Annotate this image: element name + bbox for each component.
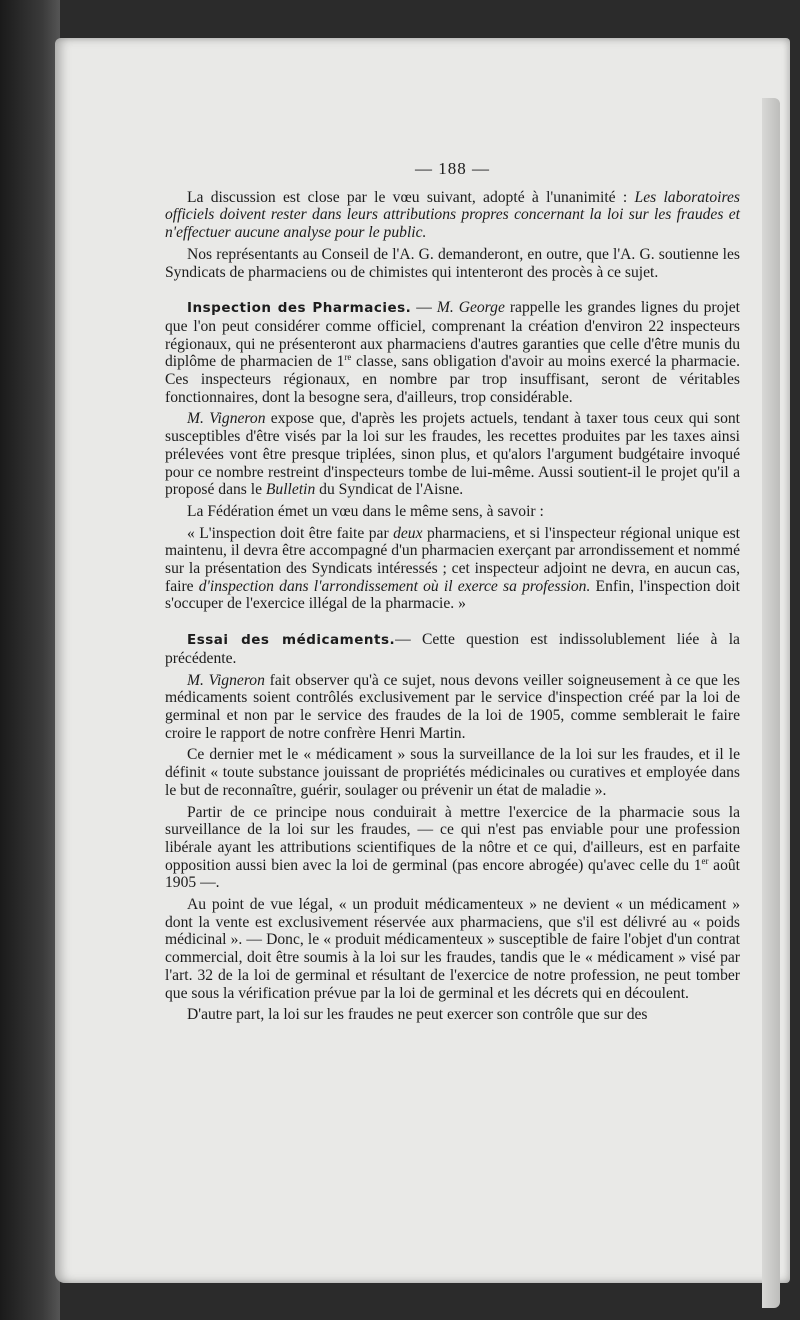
quote-text-a: « L'inspection doit être faite par [187,524,394,542]
paragraph-representatives: Nos représentants au Conseil de l'A. G. demanderont, en outre, que l'A. G. soutienne les Syndicats de pharmaciens ou de chimistes qui intenteront des procès à ce sujet. [165,245,740,281]
paragraph-vigneron-taxes [165,410,740,499]
section-inspection [165,299,740,406]
page-edge [762,98,780,1308]
heading-essai: Essai des médicaments. [187,632,396,649]
vote-text: La discussion est close par le vœu suivant, adopté à l'unanimité : [187,188,635,206]
speaker-george: M. George [436,299,505,317]
vigneron-text-b: du Syndicat de l'Aisne. [315,481,464,499]
page-text [165,160,740,1028]
paragraph-vote [165,189,740,242]
heading-inspection: Inspection des Pharmacies. [187,300,412,317]
paragraph-last: D'autre part, la loi sur les fraudes ne peut exercer son contrôle que sur des [187,1006,648,1024]
speaker-vigneron-2: M. Vigneron [187,671,265,689]
book-spine-shadow [0,0,60,1320]
speaker-vigneron: M. Vigneron [187,410,266,428]
vigneron-control-text: fait observer qu'à ce sujet, nous devons veiller soigneusement à ce que les médicaments soient contrôlés exclusivement par le service d'inspection créé par la loi de germinal et non par le service des fraudes de la loi de 1905, comme semblerait le faire croire le rapport de notre confrère Henri Martin. [165,671,740,742]
bulletin-title: Bulletin [265,481,316,499]
ordinal-sup: re [344,352,352,363]
paragraph-definition: Ce dernier met le « médicament » sous la surveillance de la loi sur les fraudes, et il le définit « toute substance jouissant de propriétés médicinales ou curatives et employée dans le but de reconnaître, guérir, soulager ou prévenir un état de maladie ». [165,746,740,799]
section-essai [165,631,740,667]
principle-text-a: Partir de ce principe nous conduirait à mettre l'exercice de la pharmacie sous la surveillance de la loi sur les fraudes, — ce qui n'est pas enviable pour une profession libérale ayant les attributions scientifiques de la nôtre et ce qui, d'ailleurs, est en parfaite opposition aussi bien avec la loi de germinal (pas encore abrogée) qu'avec celle du 1 [165,803,740,874]
paragraph-vigneron-control [165,672,740,743]
vote-resolution: Les laboratoires officiels doivent rester dans leurs attributions propres concernant la loi sur les fraudes et n'effectuer aucune analyse pour le public. [165,188,740,242]
quote-text-c: Enfin, l'inspection doit s'occuper de l'exercice illégal de la pharmacie. » [165,577,740,613]
ordinal-sup-2: er [701,855,709,866]
vigneron-text-a: expose que, d'après les projets actuels, tendant à taxer tous ceux qui sont susceptibles d'être visés par la loi sur les fraudes, les recettes produites par les taxes ainsi prélevées vont être presque triplées, sinon plus, et qu'alors l'argument budgétaire invoqué pour ce nombre restreint d'inspecteurs tombe de lui-même. Aussi soutient-il le projet qu'il a proposé dans le [165,410,740,499]
quote-text-b: pharmaciens, et si l'inspecteur régional unique est maintenu, il devra être accompagné d'un pharmacien exerçant par arrondissement et nommé sur la présentation des Syndicats intéressés ; cet inspecteur adjoint ne devra, en aucun cas, faire [165,524,741,595]
page-number: — 188 — [415,159,490,178]
essai-text: — Cette question est indissolublement liée à la précédente. [165,631,740,667]
principle-text-b: août 1905 —. [165,856,740,892]
inspection-text-a: rappelle les grandes lignes du projet que l'on peut considérer comme officiel, comprenant la création d'environ 22 inspecteurs régionaux, qui ne présenteront aux pharmaciens d'autres garanties que celle d'être munis du diplôme de pharmacien de 1 [165,299,740,371]
quote-italic-inspection: d'inspection dans l'arrondissement où il exerce sa profession. [198,577,591,595]
inspection-text-b: classe, sans obligation d'avoir au moins exercé la pharmacie. Ces inspecteurs régionaux, en nombre par trop insuffisant, seront de véritables fonctionnaires, dont la besogne sera, d'ailleurs, trop considérable. [165,353,741,406]
paragraph-principle [165,804,740,893]
paragraph-federation: La Fédération émet un vœu dans le même sens, à savoir : [187,502,544,520]
paragraph-legal: Au point de vue légal, « un produit médicamenteux » ne devient « un médicament » dont la vente est exclusivement réservée aux pharmaciens, que s'il est délivré au « poids médicinal ». — Donc, le « produit médicamenteux » susceptible de faire l'objet d'un contrat commercial, doit être soumis à la loi sur les fraudes, tandis que le « médicament » visé par l'art. 32 de la loi de germinal et résultant de l'exercice de notre profession, ne peut tomber que sous la vérification prévue par la loi de germinal et les décrets qui en découlent. [165,896,740,1002]
heading-dash: — [411,299,437,317]
quote-italic-deux: deux [393,524,423,542]
paragraph-quote [165,525,740,614]
